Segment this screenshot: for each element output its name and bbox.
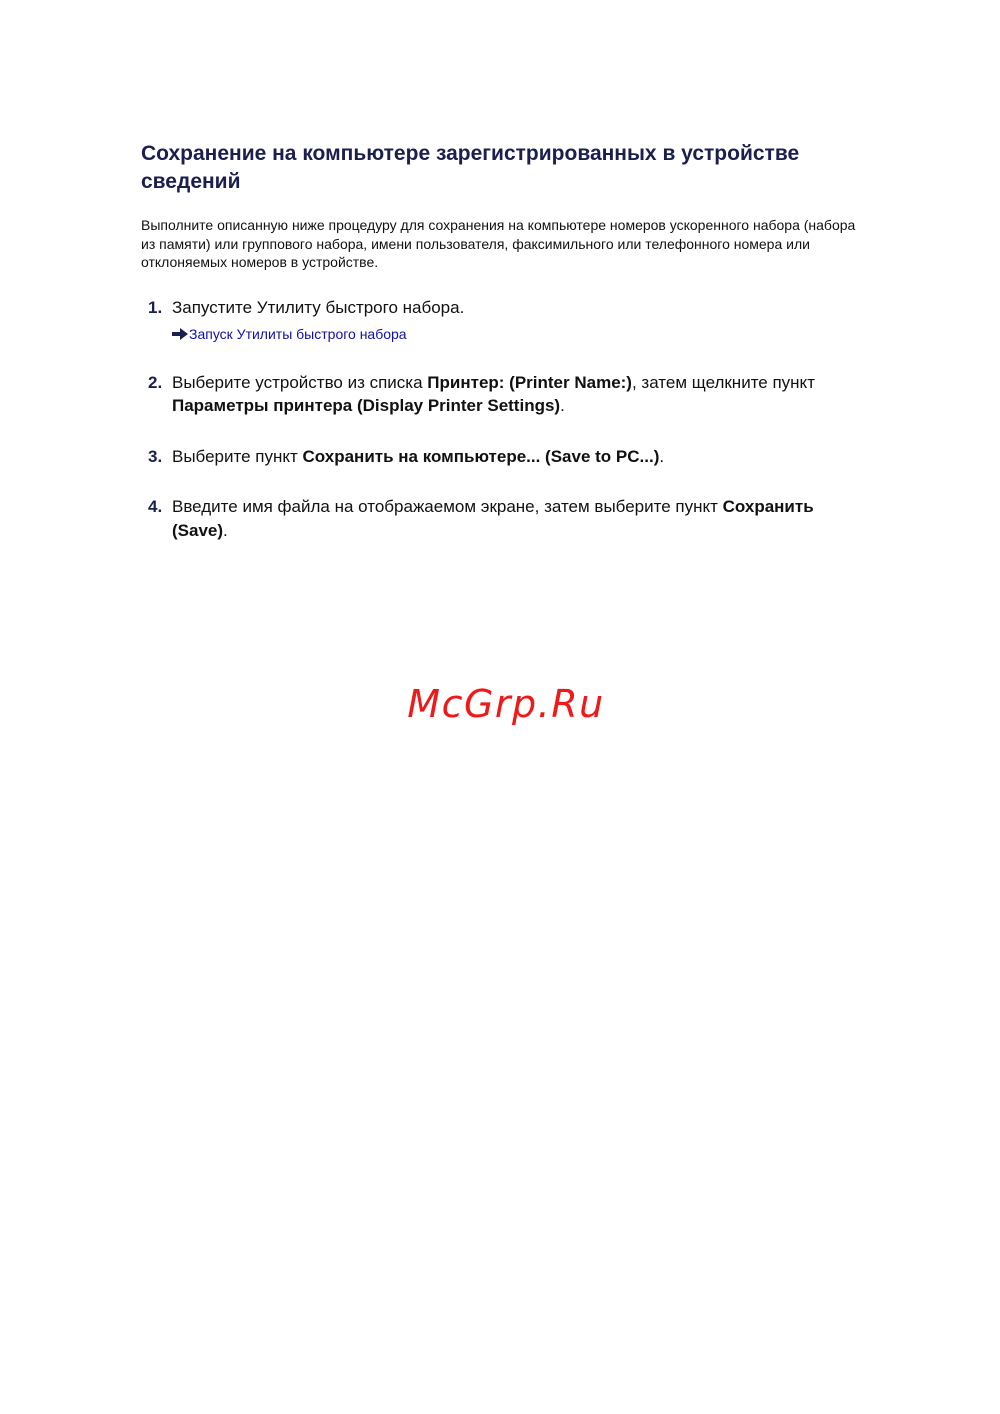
step-text: . bbox=[659, 446, 665, 466]
step-text: Выберите устройство из списка bbox=[172, 372, 428, 392]
step-text: Запустите Утилиту быстрого набора. bbox=[172, 298, 465, 317]
step-number: 3. bbox=[148, 446, 163, 466]
step-4 bbox=[148, 495, 848, 542]
step-text: , затем щелкните пункт bbox=[631, 372, 815, 392]
save-to-pc-label: Сохранить на компьютере... (Save to PC...) bbox=[302, 446, 660, 466]
save-label: Сохранить (Save) bbox=[172, 497, 814, 540]
link-label[interactable]: Запуск Утилиты быстрого набора bbox=[189, 325, 407, 342]
step-1 bbox=[148, 296, 848, 344]
watermark: McGrp.Ru bbox=[407, 682, 605, 726]
step-text: Выберите пункт bbox=[172, 446, 303, 466]
step-number: 1. bbox=[148, 298, 163, 317]
display-printer-settings-label: Параметры принтера (Display Printer Settings) bbox=[172, 396, 561, 415]
step-text: Введите имя файла на отображаемом экране, затем выберите пункт bbox=[172, 497, 723, 516]
page-title: Сохранение на компьютере зарегистрированных в устройстве сведений bbox=[141, 142, 800, 193]
printer-name-label: Принтер: (Printer Name:) bbox=[427, 372, 632, 392]
arrow-right-icon bbox=[172, 328, 188, 340]
launch-utility-link[interactable] bbox=[172, 324, 848, 344]
steps-list bbox=[148, 296, 848, 542]
step-3 bbox=[148, 445, 848, 469]
step-text: . bbox=[560, 396, 565, 415]
step-2 bbox=[148, 371, 848, 418]
step-number: 4. bbox=[148, 497, 163, 516]
step-text: . bbox=[223, 520, 228, 540]
step-number: 2. bbox=[148, 372, 163, 392]
intro-paragraph: Выполните описанную ниже процедуру для сохранения на компьютере номеров ускоренного набора (набора из памяти) или группового набора, имени пользователя, факсимильного или телефонного номера или отклоняемых номеров в устройстве. bbox=[141, 217, 856, 270]
